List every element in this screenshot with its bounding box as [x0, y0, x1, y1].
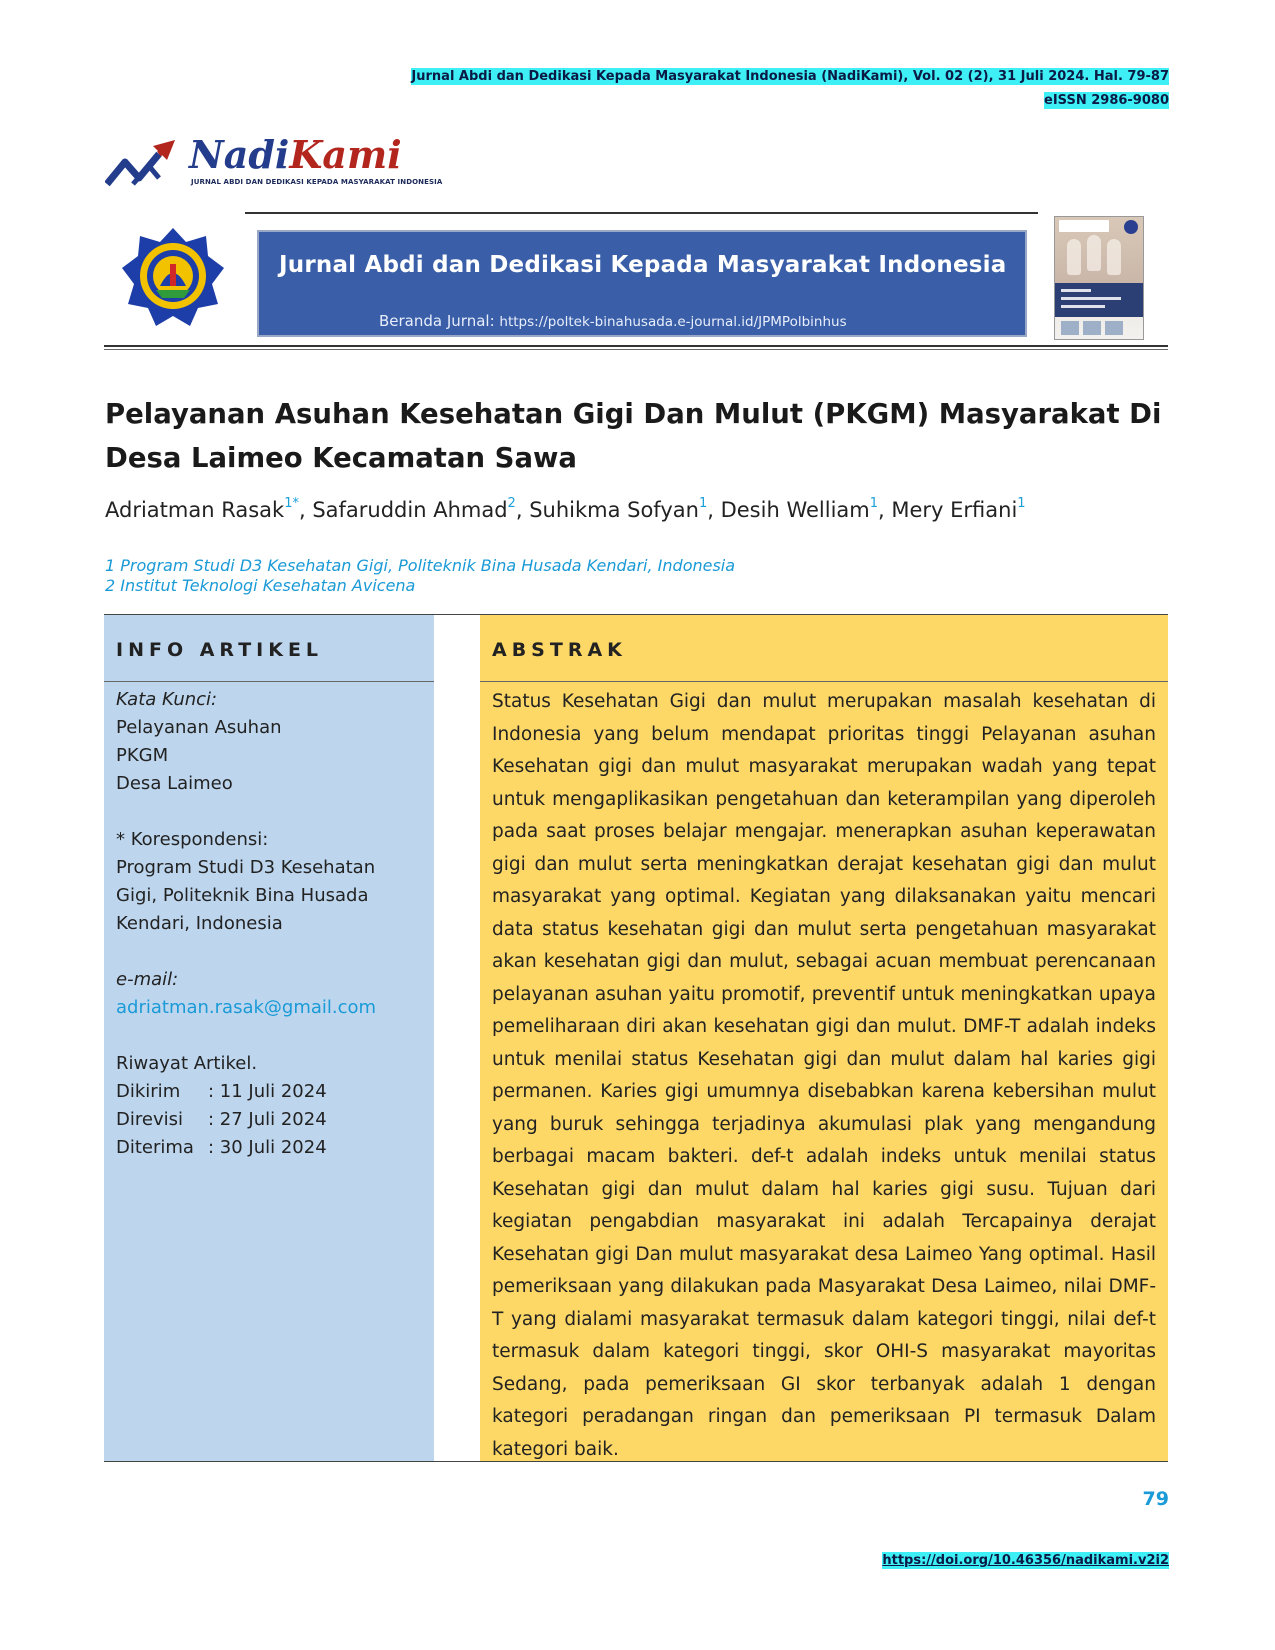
keywords-label: Kata Kunci:: [116, 689, 218, 710]
info-heading-rule: [104, 681, 434, 682]
history-row-value: : 30 Juli 2024: [208, 1137, 327, 1158]
author-name: Safaruddin Ahmad: [312, 498, 508, 522]
correspondence-line: Program Studi D3 Kesehatan: [116, 857, 376, 878]
history-row-label: Diterima: [116, 1137, 194, 1158]
author-separator: ,: [878, 498, 892, 522]
correspondence-line: Kendari, Indonesia: [116, 913, 283, 934]
email-link[interactable]: adriatman.rasak@gmail.com: [116, 997, 377, 1018]
info-heading: INFO ARTIKEL: [116, 639, 324, 661]
keyword: Pelayanan Asuhan: [116, 717, 282, 738]
history-row-value: : 11 Juli 2024: [208, 1081, 327, 1102]
journal-citation: Jurnal Abdi dan Dedikasi Kepada Masyarakat Indonesia (NadiKami), Vol. 02 (2), 31 Juli 2024. Hal. 79-87: [411, 69, 1169, 84]
eissn: eISSN 2986-9080: [1044, 93, 1169, 108]
abstract-heading-rule: [480, 681, 1168, 682]
journal-banner: [257, 230, 1027, 337]
history-row: [116, 1106, 426, 1134]
author-name: Desih Welliam: [720, 498, 870, 522]
journal-home-link[interactable]: https://poltek-binahusada.e-journal.id/JPMPolbinhus: [499, 314, 847, 330]
history-row-label: Direvisi: [116, 1109, 183, 1130]
politeknik-seal-logo: [120, 226, 226, 330]
email-label: e-mail:: [116, 969, 179, 990]
banner-rule-top: [245, 212, 1038, 214]
affiliation-2: 2 Institut Teknologi Kesehatan Avicena: [105, 576, 416, 595]
author-separator: ,: [298, 498, 313, 522]
history-row: [116, 1134, 426, 1162]
abstract-text: Status Kesehatan Gigi dan mulut merupakan masalah kesehatan di Indonesia yang belum mendapat prioritas tinggi Pelayanan asuhan Kesehatan gigi dan mulut masyarakat merupakan wadah yang tepat untuk mengaplikasikan pengetahuan dan keterampilan yang diperoleh pada saat proses belajar mengajar. menerapkan asuhan keperawatan gigi dan mulut serta meningkatkan derajat kesehatan gigi dan mulut masyarakat yang optimal. Kegiatan yang dilaksanakan yaitu mencari data status kesehatan gigi dan mulut serta pengetahuan masyarakat akan kesehatan gigi dan mulut, sebagai acuan membuat perencanaan pelayanan asuhan yaitu promotif, preventif untuk meningkatkan upaya pemeliharaan diri akan kesehatan gigi dan mulut. DMF-T adalah indeks untuk menilai status Kesehatan gigi dan mulut dalam hal karies gigi permanen. Karies gigi umumnya disebabkan karena kebersihan mulut yang buruk sehingga terjadinya akumulasi plak yang mengandung berbagai macam bakteri. def-t adalah indeks untuk menilai status Kesehatan gigi dan mulut dalam hal karies gigi susu. Tujuan dari kegiatan pengabdian masyarakat ini adalah Tercapainya derajat Kesehatan gigi Dan mulut masyarakat desa Laimeo Yang optimal. Hasil pemeriksaan yang dilakukan pada Masyarakat Desa Laimeo, nilai DMF-T yang dialami masyarakat termasuk dalam kategori tinggi, nilai def-t termasuk dalam kategori tinggi, skor OHI-S masyarakat mayoritas Sedang, pada pemeriksaan GI skor terbanyak adalah 1 dengan kategori peradangan ringan dan pemeriksaan PI termasuk Dalam kategori baik.: [492, 691, 1156, 1460]
banner-rule-bottom-thin: [104, 349, 1168, 350]
nadikami-mountain-icon: [105, 138, 189, 190]
keyword: PKGM: [116, 745, 169, 766]
author-name: Adriatman Rasak: [105, 498, 285, 522]
journal-home-label: Beranda Jurnal:: [379, 312, 495, 330]
banner-rule-bottom: [104, 345, 1168, 347]
banner-title: Jurnal Abdi dan Dedikasi Kepada Masyarakat Indonesia: [279, 252, 1007, 278]
author-affiliation-mark: 1: [698, 496, 708, 511]
history-row: [116, 1078, 426, 1106]
abstract-heading: ABSTRAK: [492, 639, 627, 661]
info-artikel-panel: [104, 615, 434, 1461]
doi-link[interactable]: https://doi.org/10.46356/nadikami.v2i2: [882, 1553, 1169, 1568]
info-body: [116, 686, 426, 1162]
author-affiliation-mark: 1*: [284, 496, 299, 511]
nadikami-logo: [105, 132, 443, 192]
abstrak-panel: [480, 615, 1168, 1461]
history-row-value: : 27 Juli 2024: [208, 1109, 327, 1130]
author-separator: ,: [707, 498, 721, 522]
author-list: [105, 496, 1026, 522]
author-name: Mery Erfiani: [891, 498, 1018, 522]
correspondence-label: * Korespondensi:: [116, 829, 269, 850]
author-separator: ,: [515, 498, 530, 522]
logo-subtitle: JURNAL ABDI DAN DEDIKASI KEPADA MASYARAKAT INDONESIA: [191, 178, 443, 186]
journal-cover-thumbnail: [1054, 216, 1144, 340]
author-affiliation-mark: 2: [507, 496, 516, 511]
author-affiliation-mark: 1: [1017, 496, 1026, 511]
keyword: Desa Laimeo: [116, 773, 233, 794]
author-name: Suhikma Sofyan: [529, 498, 699, 522]
history-label: Riwayat Artikel.: [116, 1053, 258, 1074]
article-title: Pelayanan Asuhan Kesehatan Gigi Dan Mulut (PKGM) Masyarakat Di Desa Laimeo Kecamatan Sawa: [105, 398, 1162, 474]
correspondence-line: Gigi, Politeknik Bina Husada: [116, 885, 369, 906]
logo-wordmark: NadiKami: [189, 132, 402, 177]
author-affiliation-mark: 1: [869, 496, 879, 511]
history-row-label: Dikirim: [116, 1081, 181, 1102]
journal-home: [379, 312, 847, 330]
affiliation-1: 1 Program Studi D3 Kesehatan Gigi, Politeknik Bina Husada Kendari, Indonesia: [105, 556, 736, 575]
columns-rule-bottom: [104, 1461, 1168, 1462]
page-number: 79: [1142, 1488, 1169, 1510]
